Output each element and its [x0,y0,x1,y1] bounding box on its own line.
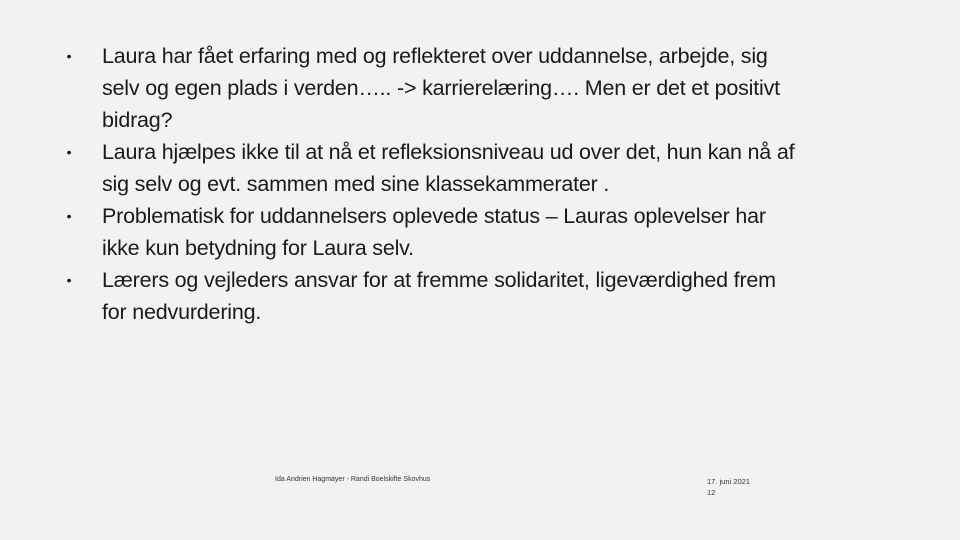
bullet-item [62,200,802,264]
bullet-text: Laura har fået erfaring med og reflekteret over uddannelse, arbejde, sig selv og egen plads i verden….. -> karrierelæring…. Men er det et positivt bidrag? [102,44,780,132]
bullet-list [62,40,802,328]
bullet-item [62,264,802,328]
bullet-text: Lærers og vejleders ansvar for at fremme solidaritet, ligeværdighed frem for nedvurdering. [102,268,776,324]
footer-page-number: 12 [707,488,716,497]
bullet-dot-icon: • [66,48,72,64]
bullet-dot-icon: • [66,144,72,160]
bullet-dot-icon: • [66,208,72,224]
footer-date: 17. juni 2021 [707,477,750,486]
footer-authors: Ida Andrien Hagmayer - Randi Boelskifte Skovhus [275,476,431,483]
footer-meta [707,476,750,498]
bullet-dot-icon: • [66,272,72,288]
bullet-text: Laura hjælpes ikke til at nå et refleksionsniveau ud over det, hun kan nå af sig selv og evt. sammen med sine klassekammerater . [102,140,795,196]
bullet-item [62,40,802,136]
bullet-item [62,136,802,200]
bullet-text: Problematisk for uddannelsers oplevede status – Lauras oplevelser har ikke kun betydning for Laura selv. [102,204,766,260]
